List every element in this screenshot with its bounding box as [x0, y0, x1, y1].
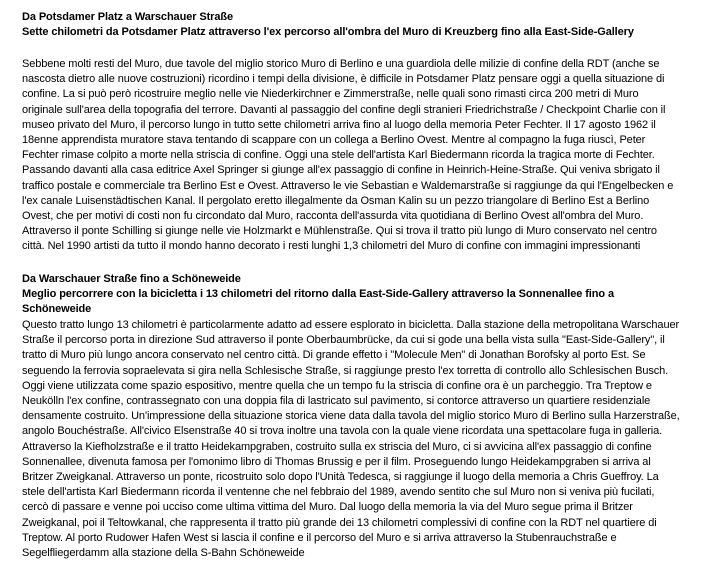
section-2-subtitle: Meglio percorrere con la bicicletta i 13 chilometri del ritorno dalla East-Side-Gallery attraverso la Sonnenallee fino a Schöneweide: [22, 288, 614, 316]
section-1-header: [22, 10, 682, 40]
section-2-header: [22, 272, 682, 318]
section-1-body: [22, 57, 682, 255]
section-2-body: [22, 318, 682, 561]
section-2-title: Da Warschauer Straße fino a Schöneweide: [22, 273, 241, 285]
section-2-paragraph: Questo tratto lungo 13 chilometri è particolarmente adatto ad essere esplorato in bicicletta. Dalla stazione della metropolitana Warschauer Straße il percorso porta in direzione Sud attraverso il ponte Oberbaumbrücke, da cui si gode una bella vista sulla "East-Side-Gallery", il tratto di Muro più lungo ancora conservato nel centro città. Di grande effetto i "Molecule Men" di Jonathan Borofsky al porto Est. Se seguendo la ferrovia sopraelevata si gira nella Schlesische Straße, si raggiunge presto l'ex torretta di controllo allo Schlesischen Busch. Oggi viene utilizzata come spazio espositivo, mentre quella che un tempo fu la striscia di confine ora è un parcheggio. Tra Treptow e Neukölln l'ex confine, contrassegnato con una doppia fila di lastricato sul pavimento, si contorce attraverso un quartiere residenziale densamente costruito. Un'impressione della situazione storica viene data dalla tavola del miglio storico Muro di Berlino sulla Harzerstraße, angolo Bouchéstraße. All'civico Elsenstraße 40 si trova inoltre una tavola con la quale viene ricordata una spettacolare fuga in galleria. Attraverso la Kiefholzstraße e il tratto Heidekampgraben, costruito sulla ex striscia del Muro, ci si avvicina all'ex passaggio di confine Sonnenallee, divenuta famosa per l'omonimo libro di Thomas Brussig e per il film. Proseguendo lungo Heidekampgraben si arriva al Britzer Zweigkanal. Attraverso un ponte, ricostruito solo dopo l'Unità Tedesca, si raggiunge il luogo della memoria a Chris Gueffroy. La stele dell'artista Karl Biedermann ricorda il ventenne che nel febbraio del 1989, avendo sentito che sul Muro non si veniva più fucilati, cercò di passare e venne poi ucciso come ultima vittima del Muro. Dal luogo della memoria la via del Muro segue prima il Britzer Zweigkanal, poi il Teltowkanal, che rappresenta il tratto più grande dei 13 chilometri complessivi di confine con la RDT nel quartiere di Treptow. Al porto Rudower Hafen West si lascia il confine e il percorso del Muro e si arriva attraverso la Stubenrauchstraße e Segelfliegerdamm alla stazione della S-Bahn Schöneweide: [22, 319, 680, 560]
section-1-subtitle: Sette chilometri da Potsdamer Platz attraverso l'ex percorso all'ombra del Muro di Kreuzberg fino alla East-Side-Gallery: [22, 26, 634, 39]
section-1-paragraph: Sebbene molti resti del Muro, due tavole del miglio storico Muro di Berlino e una guardiola delle milizie di confine della RDT (anche se nascosta dietro alle nuove costruzioni) ricordino i tempi della divisione, è difficile in Potsdamer Platz pensare oggi a quella situazione di confine. La si può però ricostruire meglio nelle vie Niederkirchner e Zimmerstraße, nelle quali sono rimasti circa 200 metri di Muro originale sull'area della topografia del terrore. Davanti al passaggio del confine degli stranieri Friedrichstraße / Checkpoint Charlie con il museo privato del Muro, il percorso lungo in tutto sette chilometri arriva fino al luogo della memoria Peter Fechter. Il 17 agosto 1962 il 18enne apprendista muratore stava tentando di scappare con un collega a Berlino Ovest. Mentre al compagno la fuga riuscì, Peter Fechter rimase colpito a morte nella striscia di confine. Oggi una stele dell'artista Karl Biedermann ricorda la tragica morte di Fechter. Passando davanti alla casa editrice Axel Springer si giunge all'ex passaggio di confine in Heinrich-Heine-Straße. Qui veniva sbrigato il traffico postale e commerciale tra Berlino Est e Ovest. Attraverso le vie Sebastian e Waldemarstraße si raggiunge da qui l'Engelbecken e l'ex canale Luisenstädtischen Kanal. Il pergolato eretto illegalmente da Osman Kalin su un pezzo triangolare di Berlino Est a Berlino Ovest, che per motivi di costi non fu circondato dal Muro, racconta dell'assurda vita quotidiana di Berlino Ovest all'ombra del Muro. Attraverso il ponte Schilling si giunge nelle vie Holzmarkt e Mühlenstraße. Qui si trova il tratto più lungo di Muro conservato nel centro città. Nel 1990 artisti da tutto il mondo hanno decorato i resti lunghi 1,3 chilometri del Muro di confine con immagini impressionanti: [22, 58, 674, 253]
section-1-title: Da Potsdamer Platz a Warschauer Straße: [22, 11, 233, 23]
